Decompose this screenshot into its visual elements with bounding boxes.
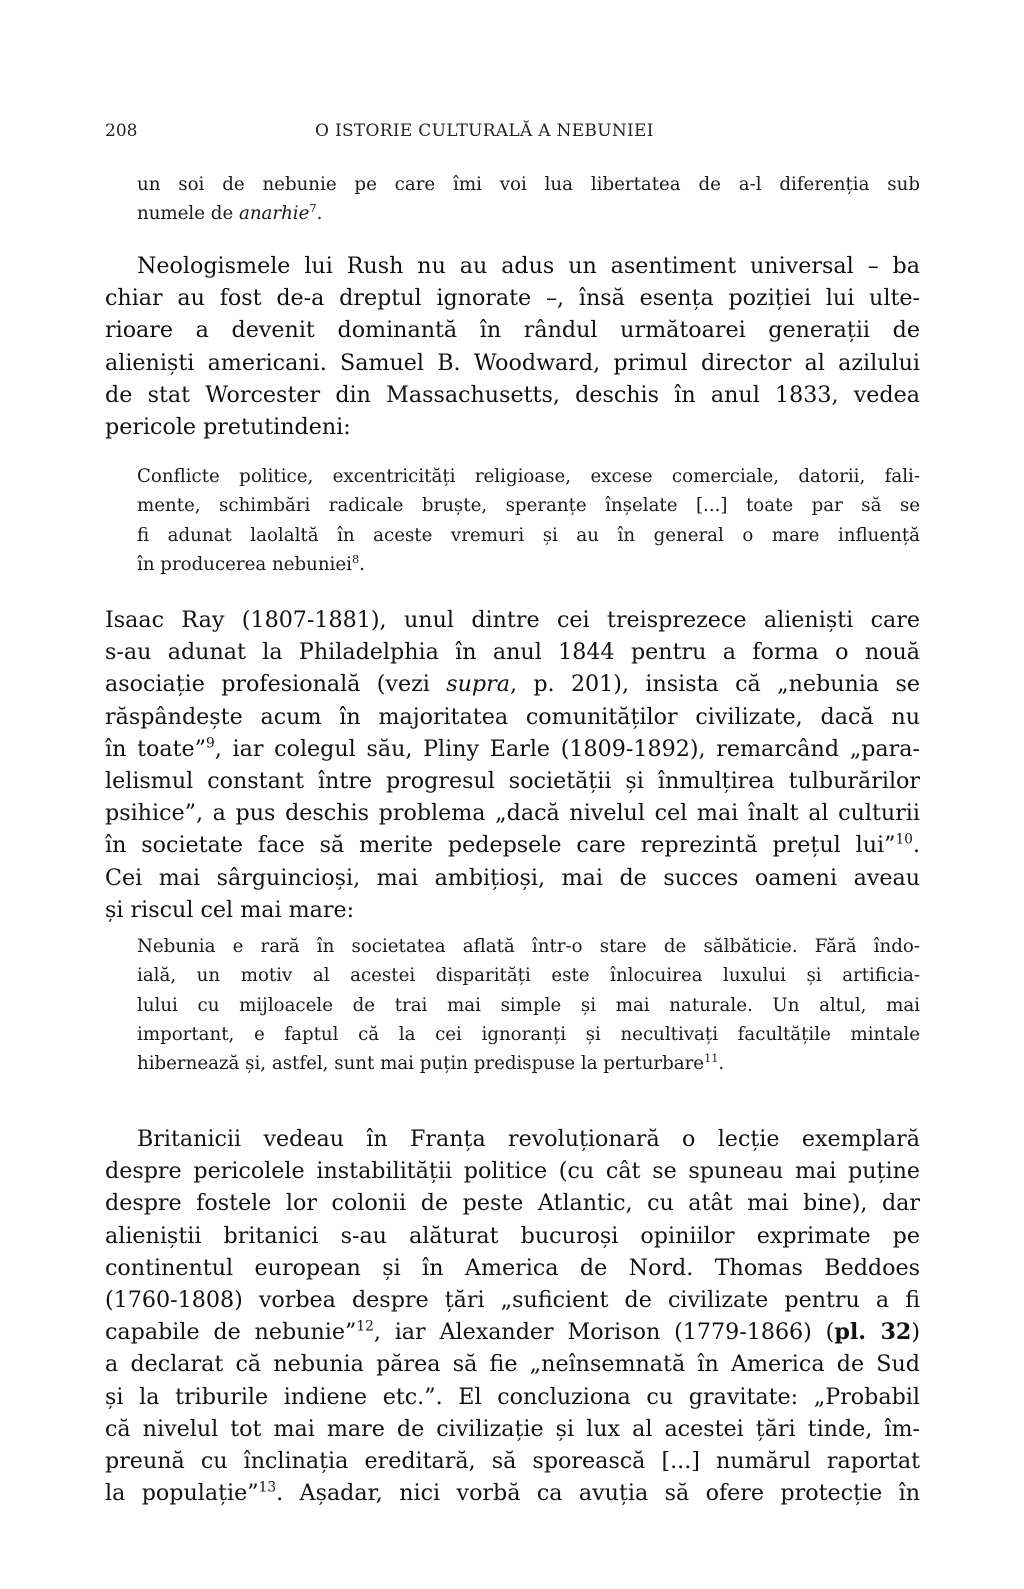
text-fragment: , iar colegul său, Pliny Earle (1809-1892), remarcând „para- bbox=[214, 735, 920, 762]
text-line: lului cu mijloacele de trai mai simple și mai naturale. Un altul, mai bbox=[137, 994, 920, 1016]
text-fragment: . bbox=[912, 832, 920, 859]
text-line: preună cu înclinația ereditară, să sporească [...] numărul raportat bbox=[105, 1448, 920, 1475]
text-line: important, e faptul că la cei ignoranți și necultivați facultățile mintale bbox=[137, 1023, 920, 1045]
text-fragment: hibernează și, astfel, sunt mai puțin predispuse la perturbare bbox=[137, 1053, 705, 1075]
text-line bbox=[105, 668, 920, 700]
text-fragment: în toate” bbox=[105, 735, 206, 762]
paragraph-3 bbox=[105, 1123, 920, 1509]
text-fragment: ) bbox=[911, 1319, 920, 1346]
text-line bbox=[105, 733, 920, 765]
footnote-ref[interactable]: 8 bbox=[351, 552, 360, 566]
text-fragment: numele de bbox=[137, 203, 239, 225]
block-quote-3 bbox=[137, 932, 920, 1078]
block-quote-1 bbox=[137, 170, 920, 229]
text-line: ială, un motiv al acestei disparități este înlocuirea luxului și artificia- bbox=[137, 965, 920, 987]
text-line: (1760-1808) vorbea despre țări „suficient de civilizate pentru a fi bbox=[105, 1287, 920, 1314]
text-line bbox=[105, 829, 920, 861]
text-line: despre fostele lor colonii de peste Atlantic, cu atât mai bine), dar bbox=[105, 1190, 920, 1217]
text-line: Britanicii vedeau în Franța revoluționară o lecție exemplară bbox=[137, 1126, 920, 1152]
text-fragment: la populație” bbox=[105, 1480, 259, 1507]
text-line: răspândește acum în majoritatea comunităților civilizate, dacă nu bbox=[105, 703, 920, 730]
running-header bbox=[105, 121, 920, 145]
text-fragment: , p. 201), insista că „nebunia se bbox=[509, 671, 920, 698]
text-line: psihice”, a pus deschis problema „dacă nivelul cel mai înalt al culturii bbox=[105, 800, 920, 827]
running-title: O ISTORIE CULTURALĂ A NEBUNIEI bbox=[315, 121, 654, 141]
text-line: Conflicte politice, excentricități religioase, excese comerciale, datorii, fali- bbox=[137, 466, 920, 487]
text-line: a declarat că nebunia părea să fie „neînsemnată în America de Sud bbox=[105, 1351, 920, 1378]
text-line: și la triburile indiene etc.”. El concluziona cu gravitate: „Probabil bbox=[105, 1383, 920, 1410]
text-fragment: . bbox=[359, 553, 365, 575]
text-line: mente, schimbări radicale bruște, speranțe înșelate [...] toate par să se bbox=[137, 495, 920, 517]
text-line: alieniști americani. Samuel B. Woodward, primul director al azilului bbox=[105, 349, 920, 376]
footnote-ref[interactable]: 11 bbox=[704, 1052, 719, 1066]
paragraph-2 bbox=[105, 604, 920, 926]
text-fragment: . bbox=[718, 1053, 725, 1075]
text-line bbox=[105, 1477, 920, 1509]
text-line: pericole pretutindeni: bbox=[105, 414, 351, 441]
text-line: Cei mai sârguincioși, mai ambițioși, mai de succes oameni aveau bbox=[105, 864, 920, 891]
footnote-ref[interactable]: 9 bbox=[206, 735, 215, 752]
italic-term: supra bbox=[446, 671, 510, 698]
text-line: alieniștii britanici s-au alăturat bucuroși opiniilor exprimate pe bbox=[105, 1222, 920, 1249]
footnote-ref[interactable]: 13 bbox=[258, 1479, 277, 1496]
text-line: Nebunia e rară în societatea aflată într-o stare de sălbăticie. Fără îndo- bbox=[137, 936, 920, 957]
footnote-ref[interactable]: 10 bbox=[895, 832, 913, 849]
text-line: despre pericolele instabilității politice (cu cât se spuneau mai puține bbox=[105, 1158, 920, 1185]
paragraph-1 bbox=[105, 250, 920, 443]
text-line bbox=[137, 550, 920, 579]
text-line: de stat Worcester din Massachusetts, deschis în anul 1833, vedea bbox=[105, 381, 920, 408]
text-line: continentul european și în America de Nord. Thomas Beddoes bbox=[105, 1254, 920, 1281]
text-fragment: capabile de nebunie” bbox=[105, 1319, 357, 1346]
text-fragment: în societate face să merite pedepsele care reprezintă prețul lui” bbox=[105, 832, 896, 859]
plate-reference[interactable]: pl. 32 bbox=[834, 1319, 912, 1346]
text-line bbox=[137, 199, 920, 228]
page-number: 208 bbox=[105, 121, 138, 141]
footnote-ref[interactable]: 7 bbox=[309, 202, 317, 216]
text-line bbox=[105, 1316, 920, 1348]
text-line: chiar au fost de-a dreptul ignorate –, însă esența poziției lui ulte- bbox=[105, 285, 920, 312]
text-line: rioare a devenit dominantă în rândul următoarei generații de bbox=[105, 317, 920, 344]
text-line: lelismul constant între progresul societății și înmulțirea tulburărilor bbox=[105, 768, 920, 795]
text-fragment: . Așadar, nici vorbă ca avuția să ofere protecție în bbox=[276, 1480, 920, 1507]
block-quote-2 bbox=[137, 462, 920, 579]
text-line: s-au adunat la Philadelphia în anul 1844 pentru a forma o nouă bbox=[105, 639, 920, 666]
text-line: un soi de nebunie pe care îmi voi lua libertatea de a-l diferenția sub bbox=[137, 174, 920, 195]
text-fragment: . bbox=[316, 203, 323, 225]
text-line bbox=[137, 1049, 920, 1078]
text-line: fi adunat laolaltă în aceste vremuri și au în general o mare influență bbox=[137, 524, 920, 546]
text-line: și riscul cel mai mare: bbox=[105, 896, 355, 923]
text-line: Neologismele lui Rush nu au adus un asentiment universal – ba bbox=[137, 253, 920, 279]
footnote-ref[interactable]: 12 bbox=[356, 1318, 374, 1335]
text-line: Isaac Ray (1807-1881), unul dintre cei treisprezece alieniști care bbox=[105, 607, 920, 633]
text-line: că nivelul tot mai mare de civilizație și lux al acestei țări tinde, îm- bbox=[105, 1415, 920, 1442]
text-fragment: în producerea nebuniei bbox=[137, 553, 352, 575]
text-fragment: asociație profesională (vezi bbox=[105, 671, 447, 698]
italic-term: anarhie bbox=[239, 203, 310, 225]
text-fragment: , iar Alexander Morison (1779-1866) ( bbox=[373, 1319, 835, 1346]
